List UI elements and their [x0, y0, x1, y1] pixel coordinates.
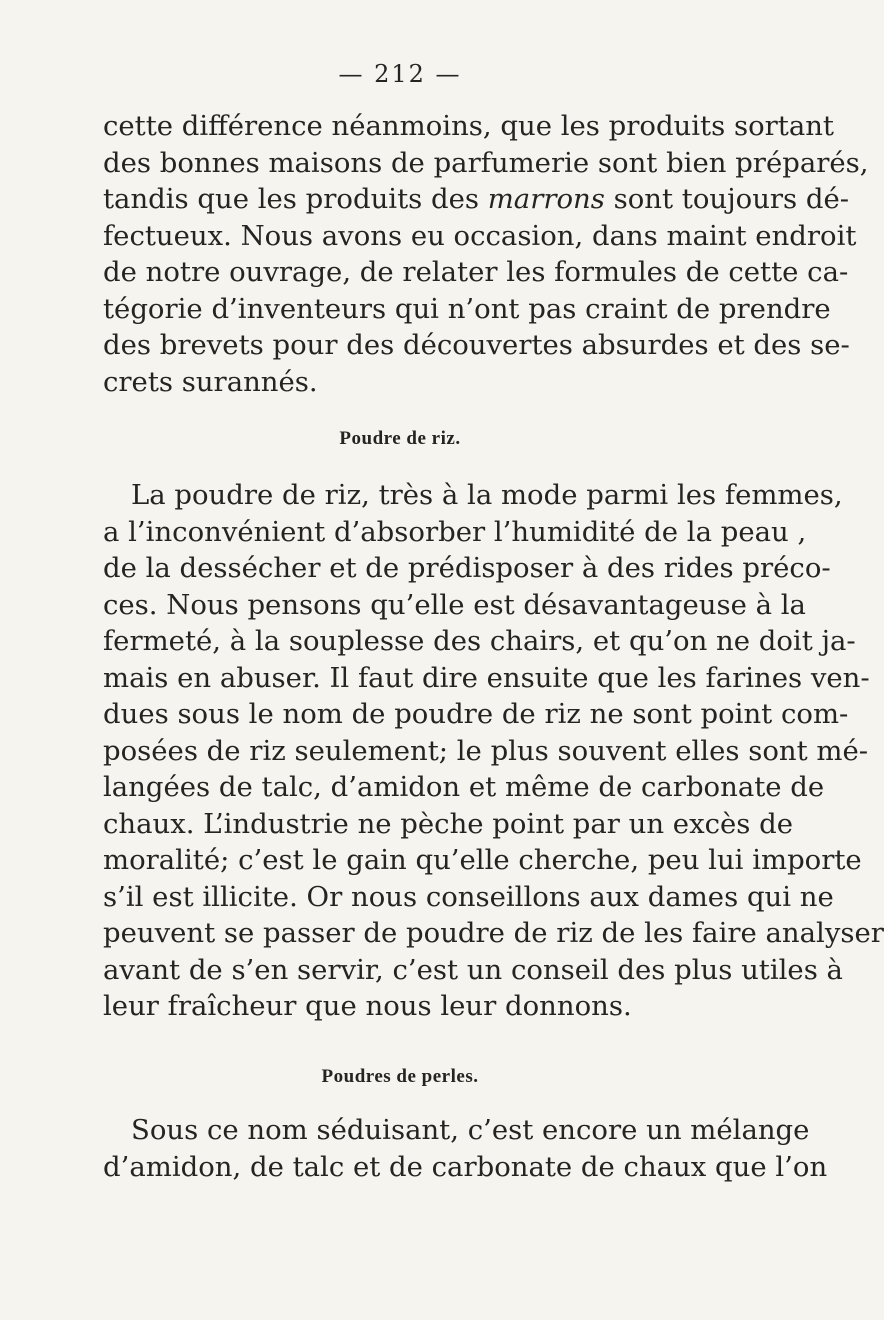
text-line: leur fraîcheur que nous leur donnons.: [103, 990, 632, 1022]
italic-word: marrons: [487, 183, 605, 215]
text-line: de la dessécher et de prédisposer à des rides préco-: [103, 552, 831, 584]
text-line: cette différence néanmoins, que les produits sortant: [103, 110, 834, 142]
text-line: peuvent se passer de poudre de riz de les faire analyser: [103, 917, 884, 949]
page-number: — 212 —: [338, 60, 462, 88]
text-line: Sous ce nom séduisant, c’est encore un mélange: [131, 1114, 810, 1146]
text-line: de notre ouvrage, de relater les formules de cette ca-: [103, 256, 849, 288]
text-line: posées de riz seulement; le plus souvent elles sont mé-: [103, 734, 869, 767]
text-line: fectueux. Nous avons eu occasion, dans maint endroit: [103, 219, 857, 252]
text-line: chaux. L’industrie ne pèche point par un excès de: [103, 807, 793, 840]
text-segment: sont toujours dé-: [604, 183, 850, 215]
text-line: des bonnes maisons de parfumerie sont bien préparés,: [103, 146, 869, 179]
section-heading: Poudre de riz.: [339, 428, 461, 449]
section-heading: Poudres de perles.: [321, 1066, 479, 1087]
text-line: ces. Nous pensons qu’elle est désavantageuse à la: [103, 588, 806, 621]
text-line: a l’inconvénient d’absorber l’humidité de la peau ,: [103, 515, 807, 548]
text-line: fermeté, à la souplesse des chairs, et qu’on ne doit ja-: [103, 625, 856, 657]
section2-paragraph: [103, 1112, 828, 1185]
text-line: crets surannés.: [103, 365, 318, 398]
text-segment: tandis que les produits des: [103, 183, 488, 215]
text-line: des brevets pour des découvertes absurdes et des se-: [103, 329, 850, 361]
text-line: moralité; c’est le gain qu’elle cherche, peu lui importe: [103, 844, 862, 876]
text-line: dues sous le nom de poudre de riz ne sont point com-: [103, 698, 849, 730]
text-line: s’il est illicite. Or nous conseillons aux dames qui ne: [103, 880, 834, 913]
text-line: avant de s’en servir, c’est un conseil des plus utiles à: [103, 953, 843, 986]
text-line: tégorie d’inventeurs qui n’ont pas craint de prendre: [103, 292, 831, 325]
intro-paragraph: [103, 108, 869, 400]
text-line: [103, 181, 850, 218]
text-line: mais en abuser. Il faut dire ensuite que les farines ven-: [103, 661, 870, 694]
text-line: d’amidon, de talc et de carbonate de chaux que l’on: [103, 1150, 828, 1183]
section1-paragraph: [103, 477, 884, 1025]
text-line: La poudre de riz, très à la mode parmi les femmes,: [131, 479, 843, 511]
text-line: langées de talc, d’amidon et même de carbonate de: [103, 771, 825, 803]
